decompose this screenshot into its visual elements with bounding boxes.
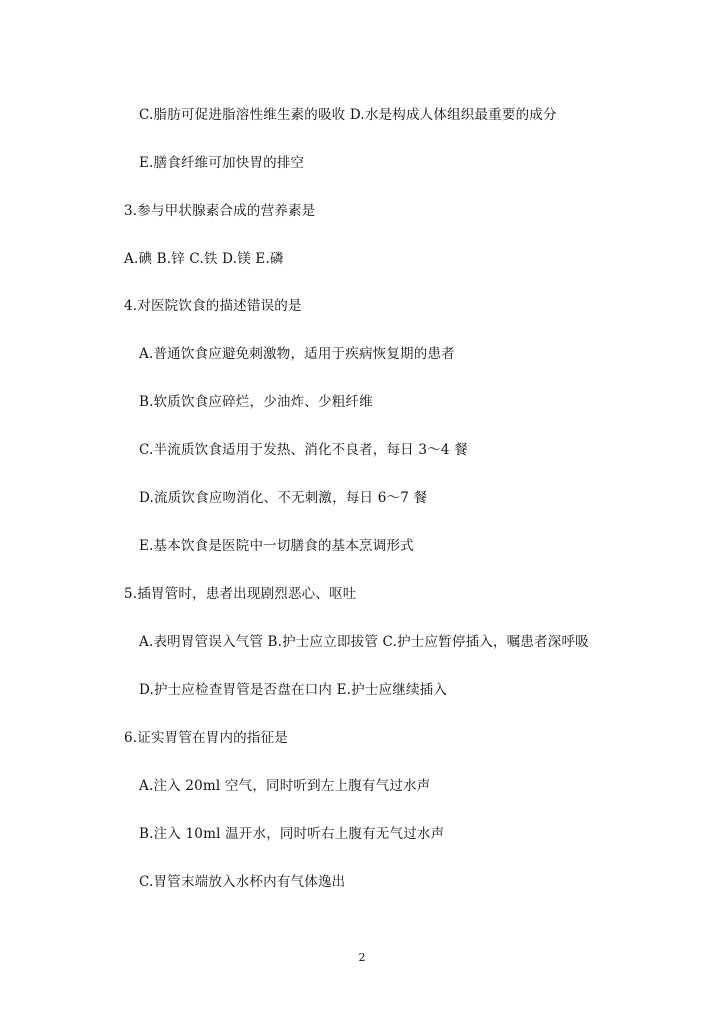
option-line: D.护士应检查胃管是否盘在口内 E.护士应继续插入 [139, 682, 448, 698]
option-line: B.软质饮食应碎烂，少油炸、少粗纤维 [139, 394, 373, 410]
option-line: E.膳食纤维可加快胃的排空 [139, 155, 305, 171]
page-number: 2 [358, 951, 366, 964]
question-line: 4.对医院饮食的描述错误的是 [124, 298, 302, 314]
question-line: 3.参与甲状腺素合成的营养素是 [124, 203, 316, 219]
option-line: C.脂肪可促进脂溶性维生素的吸收 D.水是构成人体组织最重要的成分 [139, 107, 557, 123]
question-line: 6.证实胃管在胃内的指征是 [124, 730, 288, 746]
option-line: D.流质饮食应吻消化、不无刺激，每日 6～7 餐 [139, 490, 428, 506]
option-line: A.普通饮食应避免刺激物，适用于疾病恢复期的患者 [139, 346, 455, 362]
question-line: 5.插胃管时，患者出现剧烈恶心、呕吐 [124, 586, 357, 602]
option-line: C.半流质饮食适用于发热、消化不良者，每日 3～4 餐 [139, 442, 468, 458]
option-line: A.表明胃管误入气管 B.护士应立即拔管 C.护士应暂停插入，嘱患者深呼吸 [139, 634, 589, 650]
option-line: B.注入 10ml 温开水，同时听右上腹有无气过水声 [139, 826, 445, 842]
option-line: C.胃管末端放入水杯内有气体逸出 [139, 874, 346, 890]
option-line: A.注入 20ml 空气，同时听到左上腹有气过水声 [139, 778, 431, 794]
answer-choices-line: A.碘 B.锌 C.铁 D.镁 E.磷 [124, 251, 284, 267]
option-line: E.基本饮食是医院中一切膳食的基本烹调形式 [139, 538, 414, 554]
